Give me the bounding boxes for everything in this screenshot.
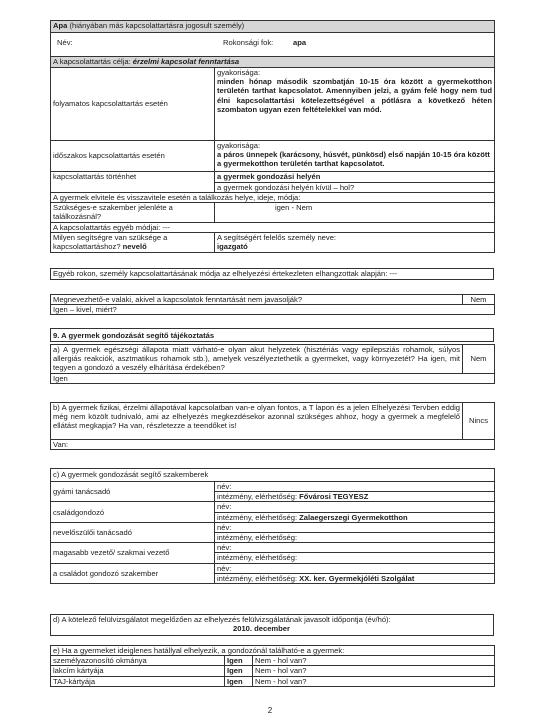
specialist-institution: intézmény, elérhetőség: Zalaegerszegi Gyermekotthon <box>215 512 495 522</box>
section-9b-answer: Nincs <box>463 403 495 440</box>
specialist-role: magasabb vezető/ szakmai vezető <box>51 543 215 563</box>
periodic-contact-text: a páros ünnepek (karácsony, húsvét, pünkösd) első napján 10-15 óra között a gyermekotthon területén tarthat kapcsolatot. <box>217 150 490 169</box>
section-9c-table: c) A gyermek gondozását segítő szakemberek gyámi tanácsadó név: intézmény, elérhetőség: Fővárosi TEGYESZ családgondozó név: intézmény, elérhetőség: Zalaegerszegi Gyermekotthon nevelőszülői tanácsadó név: intézmény, elérhetőség: magasabb vezető/ szakmai vezető név: intézmény, elérhetőség: a családot gondozó szakember név: intézmény, elérhetőség: XX. ker. Gyermekjóléti Szolgálat <box>50 468 495 584</box>
document-nem: Nem - hol van? <box>253 666 495 676</box>
specialist-institution: intézmény, elérhetőség: Fővárosi TEGYESZ <box>215 492 495 502</box>
document-nem: Nem - hol van? <box>253 676 495 686</box>
purpose-row: A kapcsolattartás célja: érzelmi kapcsolat fenntartása <box>51 57 495 68</box>
prohibition-table <box>50 294 495 315</box>
specialist-role: nevelőszülői tanácsadó <box>51 522 215 542</box>
document-nem: Nem - hol van? <box>253 656 495 666</box>
prohibition-followup: Igen – kivel, miért? <box>51 305 495 315</box>
specialist-institution: intézmény, elérhetőség: <box>215 553 495 563</box>
section-9d-value: 2010. december <box>233 624 290 634</box>
document-igen: Igen <box>225 656 253 666</box>
document-igen: Igen <box>225 666 253 676</box>
continuous-contact-label: folyamatos kapcsolattartás esetén <box>51 68 215 141</box>
expert-question: Szükséges-e szakember jelenléte a találkozásnál? <box>51 203 215 222</box>
document-igen: Igen <box>225 676 253 686</box>
relation-label: Rokonsági fok: <box>223 38 274 47</box>
father-header: Apa (hiányában más kapcsolattartásra jogosult személy) <box>51 21 495 33</box>
specialist-institution: intézmény, elérhetőség: XX. ker. Gyermekjóléti Szolgálat <box>215 573 495 583</box>
name-label: Név: <box>57 38 73 47</box>
prohibition-answer: Nem <box>463 295 495 305</box>
other-relatives-box: Egyéb rokon, személy kapcsolattartásának módja az elhelyezési értekezleten elhangzottak alapján: --- <box>50 268 494 280</box>
page-number: 2 <box>267 706 273 715</box>
periodic-contact-label: időszakos kapcsolattartás esetén <box>51 141 215 172</box>
responsible-cell: A segítségért felelős személy neve: igazgató <box>215 232 495 252</box>
document-name: TAJ-kártyája <box>51 676 225 686</box>
specialist-role: a családot gondozó szakember <box>51 563 215 583</box>
periodic-contact-cell: gyakorisága: a páros ünnepek (karácsony, húsvét, pünkösd) első napján 10-15 óra között a gyermekotthon területén tarthat kapcsolatot. <box>215 141 495 172</box>
section-9b-van: Van: <box>51 440 495 450</box>
contact-place-other: a gyermek gondozási helyén kívül – hol? <box>215 182 495 193</box>
help-cell: Milyen segítségre van szüksége a kapcsolattartáshoz? nevelő <box>51 232 215 252</box>
section-9e-table <box>50 645 495 687</box>
section-9e-title: e) Ha a gyermeket ideiglenes hatállyal elhelyezik, a gondozónál található-e a gyermek: <box>51 646 495 656</box>
expert-answer: igen - Nem <box>215 203 495 222</box>
section-9a-igen: Igen <box>51 374 495 384</box>
document-name: lakcím kártyája <box>51 666 225 676</box>
specialist-institution: intézmény, elérhetőség: <box>215 533 495 543</box>
other-modes-row: A kapcsolattartás egyéb módjai: --- <box>51 222 495 232</box>
prohibition-question: Megnevezhető-e valaki, akivel a kapcsolatok fenntartását nem javasolják? <box>51 295 463 305</box>
specialist-role: gyámi tanácsadó <box>51 482 215 502</box>
section-9b-table <box>50 402 495 450</box>
section-9d-box <box>50 614 494 636</box>
section-9a-answer: Nem <box>463 345 495 374</box>
continuous-contact-text: minden hónap második szombatján 10-15 óra között a gyermekotthon területén tarthat kapcsolatot. Amennyiben jelzi, a gyám felé hogy nem tud élni kapcsolattartási kötelezettségével a pótlásra a következő héten szombaton ugyan ezen feltételekkel van mód. <box>217 77 492 114</box>
father-contact-table <box>50 20 495 253</box>
specialist-role: családgondozó <box>51 502 215 522</box>
section-9d-text: d) A kötelező felülvizsgálatot megelőzően az elhelyezés felülvizsgálatának javasolt időpontja (év/hó): <box>53 615 391 624</box>
contact-place-value: a gyermek gondozási helyén <box>215 172 495 183</box>
relation-value: apa <box>293 38 307 47</box>
pickup-row: A gyermek elvitele és visszavitele esetén a találkozás helye, ideje, módja: <box>51 193 495 203</box>
continuous-contact-cell: gyakorisága: minden hónap második szombatján 10-15 óra között a gyermekotthon területén tarthat kapcsolatot. Amennyiben jelzi, a gyám felé hogy nem tud élni kapcsolattartási kötelezettségével a pótlásra a következő héten szombaton ugyan ezen feltételekkel van mód. <box>215 68 495 141</box>
section-9c-title: c) A gyermek gondozását segítő szakemberek <box>51 469 495 482</box>
document-name: személyazonosító okmánya <box>51 656 225 666</box>
section-9-title: 9. A gyermek gondozását segítő tájékoztatás <box>50 328 494 342</box>
contact-place-label: kapcsolattartás történhet <box>51 172 215 193</box>
section-9b-text: b) A gyermek fizikai, érzelmi állapotával kapcsolatban van-e olyan fontos, a T lapon és a jelen Elhelyezési Tervben eddig még nem közölt tudnivaló, ami az elhelyezés megkezdésekor azonnal szükséges ahhoz, hogy a gyermek a megfelelő ellátást megkapja? Ha van, részletezze a teendőket is! <box>51 403 463 440</box>
section-9a-table <box>50 344 495 384</box>
section-9a-text: a) A gyermek egészségi állapota miatt várható-e olyan akut helyzetek (hisztériás vagy epilepsziás rohamok, súlyos allergiás reakciók, asztmatikus rohamok stb.), amelyek veszélyeztethetik a gyermeket, vagy környezetét? Ha igen, mit tegyen a gondozó a veszély elhárítása érdekében? <box>51 345 463 374</box>
